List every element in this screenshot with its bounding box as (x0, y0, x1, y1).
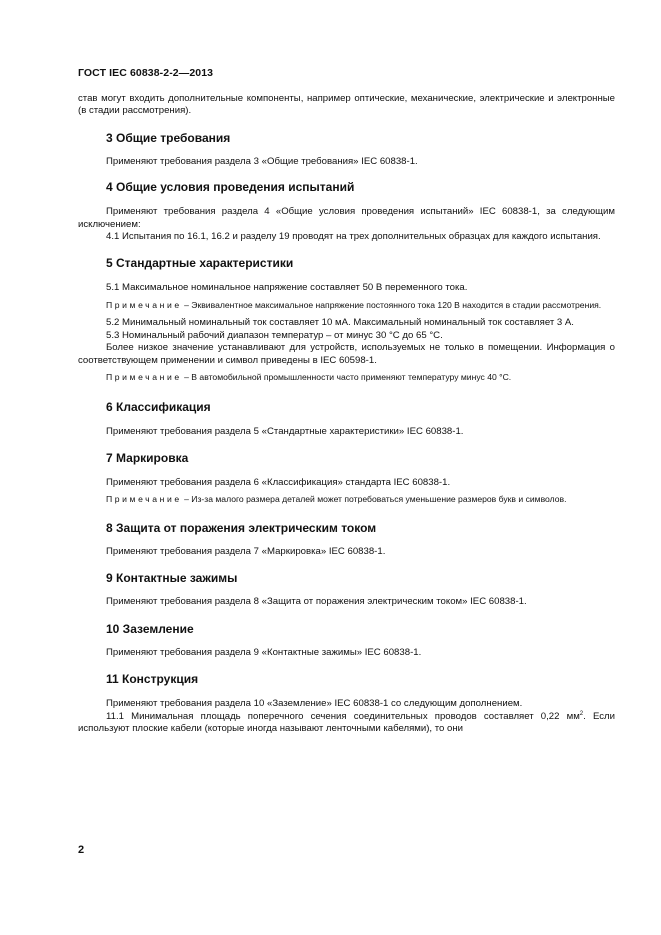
section-9-title: 9 Контактные зажимы (106, 571, 238, 586)
section-8-text: Применяют требования раздела 7 «Маркировка» IEC 60838-1. (106, 546, 386, 558)
section-7-note (78, 494, 615, 506)
section-6-text: Применяют требования раздела 5 «Стандартные характеристики» IEC 60838-1. (106, 425, 464, 437)
note-label: Примечание (106, 372, 182, 383)
section-5-title: 5 Стандартные характеристики (106, 256, 294, 271)
section-6-title: 6 Классификация (106, 399, 211, 414)
section-5-2-text: 5.2 Минимальный номинальный ток составляет 10 мА. Максимальный номинальный ток составляет 3 А. (106, 317, 574, 329)
page-number: 2 (78, 844, 85, 856)
note-text: – В автомобильной промышленности часто применяют температуру минус 40 °С. (181, 372, 512, 383)
section-7-title: 7 Маркировка (106, 451, 189, 466)
section-5-note-2 (78, 372, 615, 384)
section-10-text: Применяют требования раздела 9 «Контактные зажимы» IEC 60838-1. (106, 646, 422, 658)
section-11-text: Применяют требования раздела 10 «Заземление» IEC 60838-1 со следующим дополнением. (106, 698, 523, 710)
note-text: – Эквивалентное максимальное напряжение постоянного тока 120 В находится в стадии рассмотрения. (181, 299, 602, 310)
section-11-1-text (78, 711, 615, 736)
section-3-title: 3 Общие требования (106, 130, 231, 145)
section-5-1-text: 5.1 Максимальное номинальное напряжение составляет 50 В переменного тока. (106, 282, 468, 294)
section-5-note-1 (78, 300, 615, 312)
superscript: 2 (579, 710, 584, 717)
section-5-3-extra-text: Более низкое значение устанавливают для устройств, используемых не только в помещении. Информация о соответствующем применении и символ приведены в IEC 60598-1. (78, 342, 615, 366)
section-11-1-text-part-b: . Если используют плоские кабели (которые иногда называют ленточными кабелями), то они (78, 710, 615, 735)
note-label: Примечание (106, 299, 182, 310)
section-4-title: 4 Общие условия проведения испытаний (106, 180, 355, 195)
section-4-1-text: 4.1 Испытания по 16.1, 16.2 и разделу 19 проводят на трех дополнительных образцах для каждого испытания. (106, 231, 601, 243)
section-7-text: Применяют требования раздела 6 «Классификация» стандарта IEC 60838-1. (106, 477, 451, 489)
intro-paragraph: став могут входить дополнительные компоненты, например оптические, механические, электрические и электронные (в стадии рассмотрения). (78, 93, 615, 117)
section-5-3-text: 5.3 Номинальный рабочий диапазон температур – от минус 30 °С до 65 °С. (106, 329, 443, 341)
section-9-text: Применяют требования раздела 8 «Защита от поражения электрическим током» IEC 60838-1. (106, 596, 527, 608)
note-text: – Из-за малого размера деталей может потребоваться уменьшение размеров букв и символов. (181, 494, 567, 505)
section-3-text: Применяют требования раздела 3 «Общие требования» IEC 60838-1. (106, 155, 418, 167)
section-11-1-text-part-a: 11.1 Минимальная площадь поперечного сечения соединительных проводов составляет 0,22 мм (106, 710, 580, 722)
note-label: Примечание (106, 494, 182, 505)
section-4-text: Применяют требования раздела 4 «Общие условия проведения испытаний» IEC 60838-1, за следующим исключением: (78, 206, 615, 230)
page-header: ГОСТ IEC 60838-2-2—2013 (78, 67, 214, 79)
section-10-title: 10 Заземление (106, 621, 194, 636)
document-body (78, 93, 615, 736)
section-11-title: 11 Конструкция (106, 672, 199, 687)
section-8-title: 8 Защита от поражения электрическим током (106, 521, 377, 536)
